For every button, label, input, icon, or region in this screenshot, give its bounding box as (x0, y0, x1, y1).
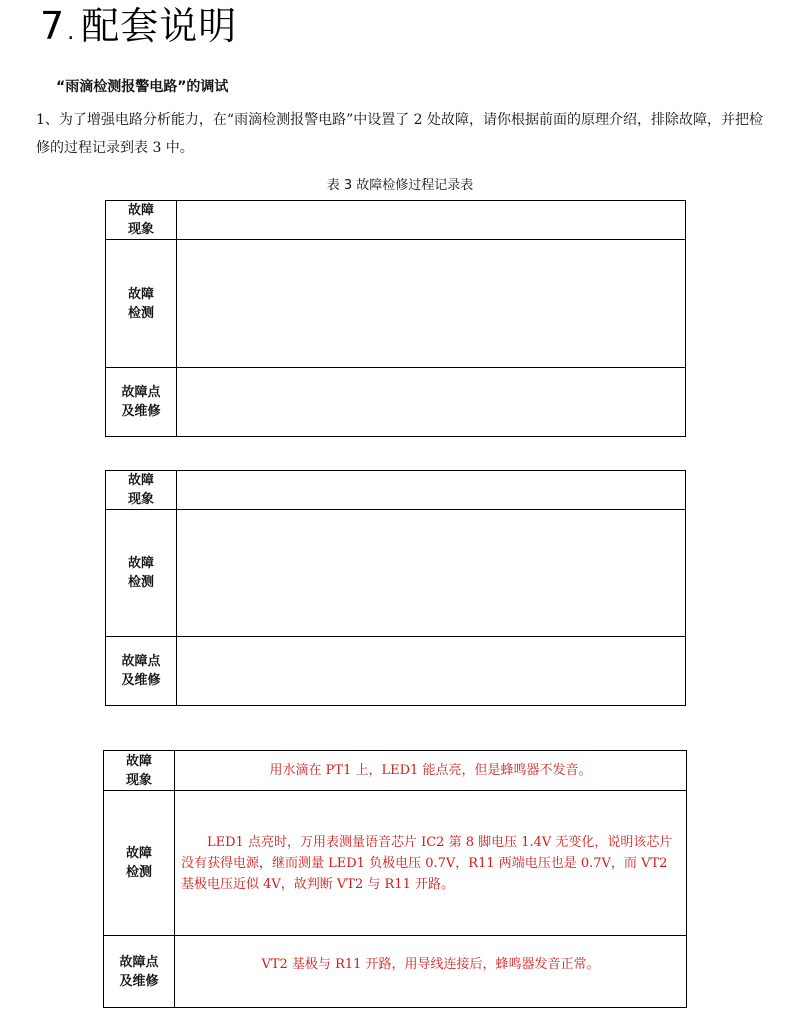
page-title (40, 4, 237, 55)
label-line-2: 及维修 (121, 673, 161, 688)
repair-cell[interactable] (177, 637, 686, 706)
detection-cell[interactable] (175, 791, 687, 936)
label-line-1: 故障点 (121, 654, 161, 669)
repair-cell[interactable] (175, 936, 687, 1008)
label-line-2: 检测 (127, 305, 154, 321)
detection-row (106, 510, 686, 637)
detection-label (106, 240, 177, 368)
phenomenon-cell[interactable] (177, 201, 686, 240)
record-table-1 (105, 200, 686, 437)
detection-row (104, 791, 687, 936)
subsection-heading: “雨滴检测报警电路”的调试 (56, 79, 229, 95)
phenomenon-label (106, 471, 177, 510)
section-title: 配套说明 (81, 4, 238, 48)
phenomenon-cell[interactable] (177, 471, 686, 510)
label-line-1: 故障 (127, 203, 154, 218)
label-line-2: 现象 (127, 222, 154, 237)
label-line-2: 及维修 (119, 973, 159, 989)
phenomenon-row (106, 201, 686, 240)
detection-cell[interactable] (177, 510, 686, 637)
repair-cell[interactable] (177, 368, 686, 437)
detection-cell[interactable] (177, 240, 686, 368)
phenomenon-row (104, 751, 687, 791)
phenomenon-label (104, 751, 175, 791)
label-line-1: 故障 (125, 753, 152, 769)
detection-label (104, 791, 175, 936)
detection-label (106, 510, 177, 637)
repair-label (104, 936, 175, 1008)
label-line-1: 故障 (127, 556, 154, 571)
repair-label (106, 368, 177, 437)
label-line-2: 及维修 (121, 404, 161, 419)
label-line-2: 检测 (127, 575, 154, 590)
table-caption: 表 3 故障检修过程记录表 (326, 178, 474, 193)
instruction-paragraph: 1、为了增强电路分析能力，在“雨滴检测报警电路”中设置了 2 处故障，请你根据前面的原理介绍，排除故障，并把检修的过程记录到表 3 中。 (36, 112, 764, 156)
label-line-1: 故障 (125, 846, 152, 861)
detection-row (106, 240, 686, 368)
title-dot: . (67, 20, 76, 45)
repair-row (104, 936, 687, 1008)
repair-answer: VT2 基极与 R11 开路，用导线连接后，蜂鸣器发音正常。 (261, 957, 600, 972)
record-table-3 (103, 750, 687, 1008)
repair-label (106, 637, 177, 706)
label-line-2: 现象 (127, 492, 154, 507)
repair-row (106, 637, 686, 706)
phenomenon-answer: 用水滴在 PT1 上，LED1 能点亮，但是蜂鸣器不发音。 (269, 763, 592, 778)
detection-answer: LED1 点亮时，万用表测量语音芯片 IC2 第 8 脚电压 1.4V 无变化，说明该芯片没有获得电源，继而测量 LED1 负极电压 0.7V，R11 两端电压也是 0.7V，而 VT2 基极电压近似 4V，故判断 VT2 与 R11 开路。 (181, 834, 673, 892)
label-line-2: 现象 (125, 772, 152, 788)
label-line-1: 故障 (127, 286, 154, 302)
label-line-1: 故障 (127, 473, 154, 488)
label-line-1: 故障点 (119, 954, 159, 970)
repair-row (106, 368, 686, 437)
phenomenon-label (106, 201, 177, 240)
label-line-1: 故障点 (121, 385, 161, 400)
label-line-2: 检测 (125, 865, 152, 880)
record-table-2 (105, 470, 686, 706)
phenomenon-cell[interactable] (175, 751, 687, 791)
phenomenon-row (106, 471, 686, 510)
section-number: 7 (40, 4, 66, 48)
